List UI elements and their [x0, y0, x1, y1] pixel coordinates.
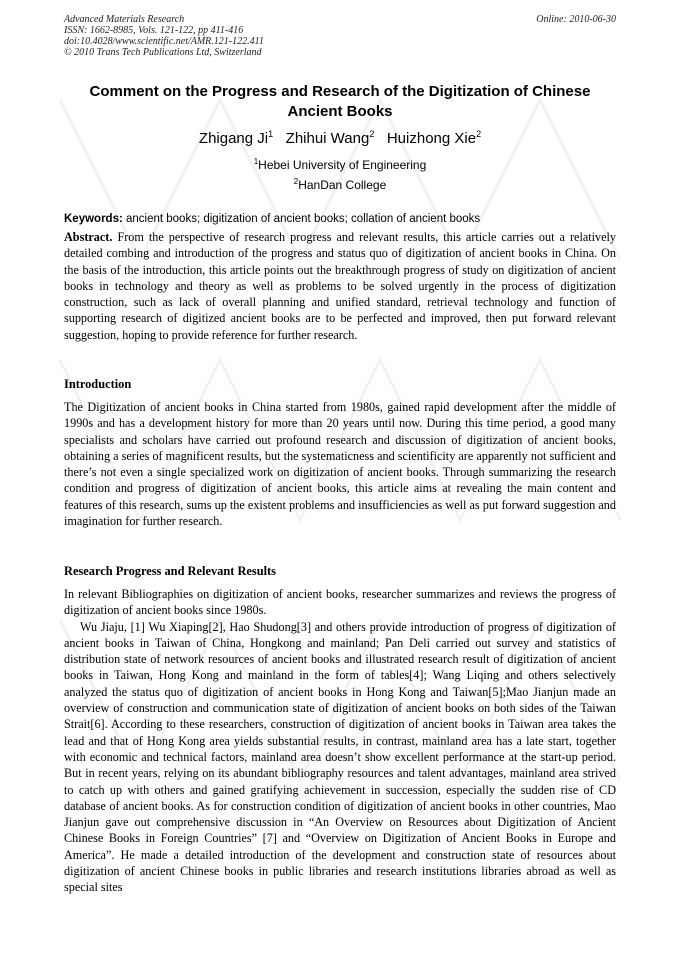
section-heading-research: Research Progress and Relevant Results	[64, 564, 277, 578]
keywords-line	[64, 213, 616, 225]
abstract	[64, 229, 616, 343]
affiliation-name: HanDan College	[298, 178, 387, 192]
paper-title: Comment on the Progress and Research of the Digitization of Chinese Ancient Books	[89, 83, 591, 120]
research-section	[64, 586, 616, 896]
introduction-paragraph: The Digitization of ancient books in China started from 1980s, gained rapid development after the middle of 1990s and has a development history for more than 20 years until now. During this time period, a good many specialists and scholars have carried out profound research and discussion of digitization of ancient books, obtaining a series of magnificent results, but the systematicness and scientificity are apparently not sufficient and there’s not even a single specialized work on digitization of ancient books. Through summarizing the research condition and progress of digitization of ancient books, this article aims at revealing the main content and features of this research, sums up the existent problems and insufficiencies as well as put forward suggestion and imagination for further research.	[64, 400, 616, 529]
affiliation	[64, 157, 616, 172]
online-date: Online: 2010-06-30	[536, 14, 616, 25]
doi-line: doi:10.4028/www.scientific.net/AMR.121-122.411	[64, 36, 264, 47]
affiliation-mark: 2	[293, 177, 299, 186]
journal-header	[64, 14, 616, 58]
affiliation-mark: 1	[253, 157, 259, 166]
issn-line: ISSN: 1662-8985, Vols. 121-122, pp 411-416	[64, 25, 244, 36]
abstract-label: Abstract.	[64, 230, 113, 244]
affiliation	[64, 177, 616, 192]
keywords-text: ancient books; digitization of ancient books; collation of ancient books	[122, 213, 481, 225]
author-name: Zhigang Ji	[198, 130, 269, 147]
research-paragraph: Wu Jiaju, [1] Wu Xiaping[2], Hao Shudong[3] and others provide introduction of progress of digitization of ancient books in Taiwan of China, Hongkong and mainland; Pan Deli carried out survey and statistics of distribution state of network resources of ancient books and illustrated research result of digitization of ancient books in Taiwan, Hong Kong and mainland in the form of tables[4]; Wang Liqing and others selectively analyzed the status quo of digitization of ancient books in Hong Kong and Taiwan[5];Mao Jianjun made an overview of construction and communication state of digitization of ancient books on both sides of the Taiwan Strait[6]. According to these researchers, construction of digitization of ancient books in Taiwan area takes the lead and that of Hong Kong area yields substantial results, in contrast, mainland area has a late start, together with economic and technical factors, mainland area doesn’t show excellent performance at the start-up period. But in recent years, relying on its abundant bibliography resources and talent advantages, mainland area strived to catch up with others and gained gratifying achievement in succession, especially the sudden rise of CD database of ancient books. As for construction condition of digitization of ancient books in other countries, Mao Jianjun gave out comprehensive discussion in “An Overview on Resources about Digitization of Ancient Chinese Books in Foreign Countries” [7] and “Overview on Digitization of Ancient Books in Europe and America”. He made a detailed introduction of the development and construction state of resources about digitization of ancient Chinese books in public libraries and research institutions libraries abroad as well as special sites	[64, 619, 616, 895]
abstract-text: From the perspective of research progress and relevant results, this article carries out a relatively detailed combing and introduction of the progress and status quo of digitization of ancient books in China. On the basis of the introduction, this article points out the breakthrough progress of study on digitization of ancient books in technology and theory as well as problems to be solved urgently in the process of digitization construction, such as lack of overall planning and unified standard, retrieval technology and function of supporting research of digitized ancient books are to be perfected and improved, then put forward relevant suggestion, hoping to provide reference for further research.	[64, 230, 616, 342]
author-affiliation-mark: 1	[268, 129, 274, 139]
keywords-label: Keywords:	[64, 213, 123, 225]
copyright-line: © 2010 Trans Tech Publications Ltd, Switzerland	[64, 47, 262, 58]
journal-name: Advanced Materials Research	[64, 14, 185, 25]
section-heading-introduction: Introduction	[64, 377, 132, 391]
author-affiliation-mark: 2	[476, 129, 482, 139]
research-paragraph: In relevant Bibliographies on digitization of ancient books, researcher summarizes and reviews the progress of digitization of ancient books since 1980s.	[64, 587, 616, 618]
affiliation-name: Hebei University of Engineering	[258, 158, 427, 172]
author-name: Zhihui Wang	[285, 130, 370, 147]
author-name: Huizhong Xie	[386, 130, 477, 147]
author-affiliation-mark: 2	[369, 129, 375, 139]
author-list	[64, 129, 616, 147]
